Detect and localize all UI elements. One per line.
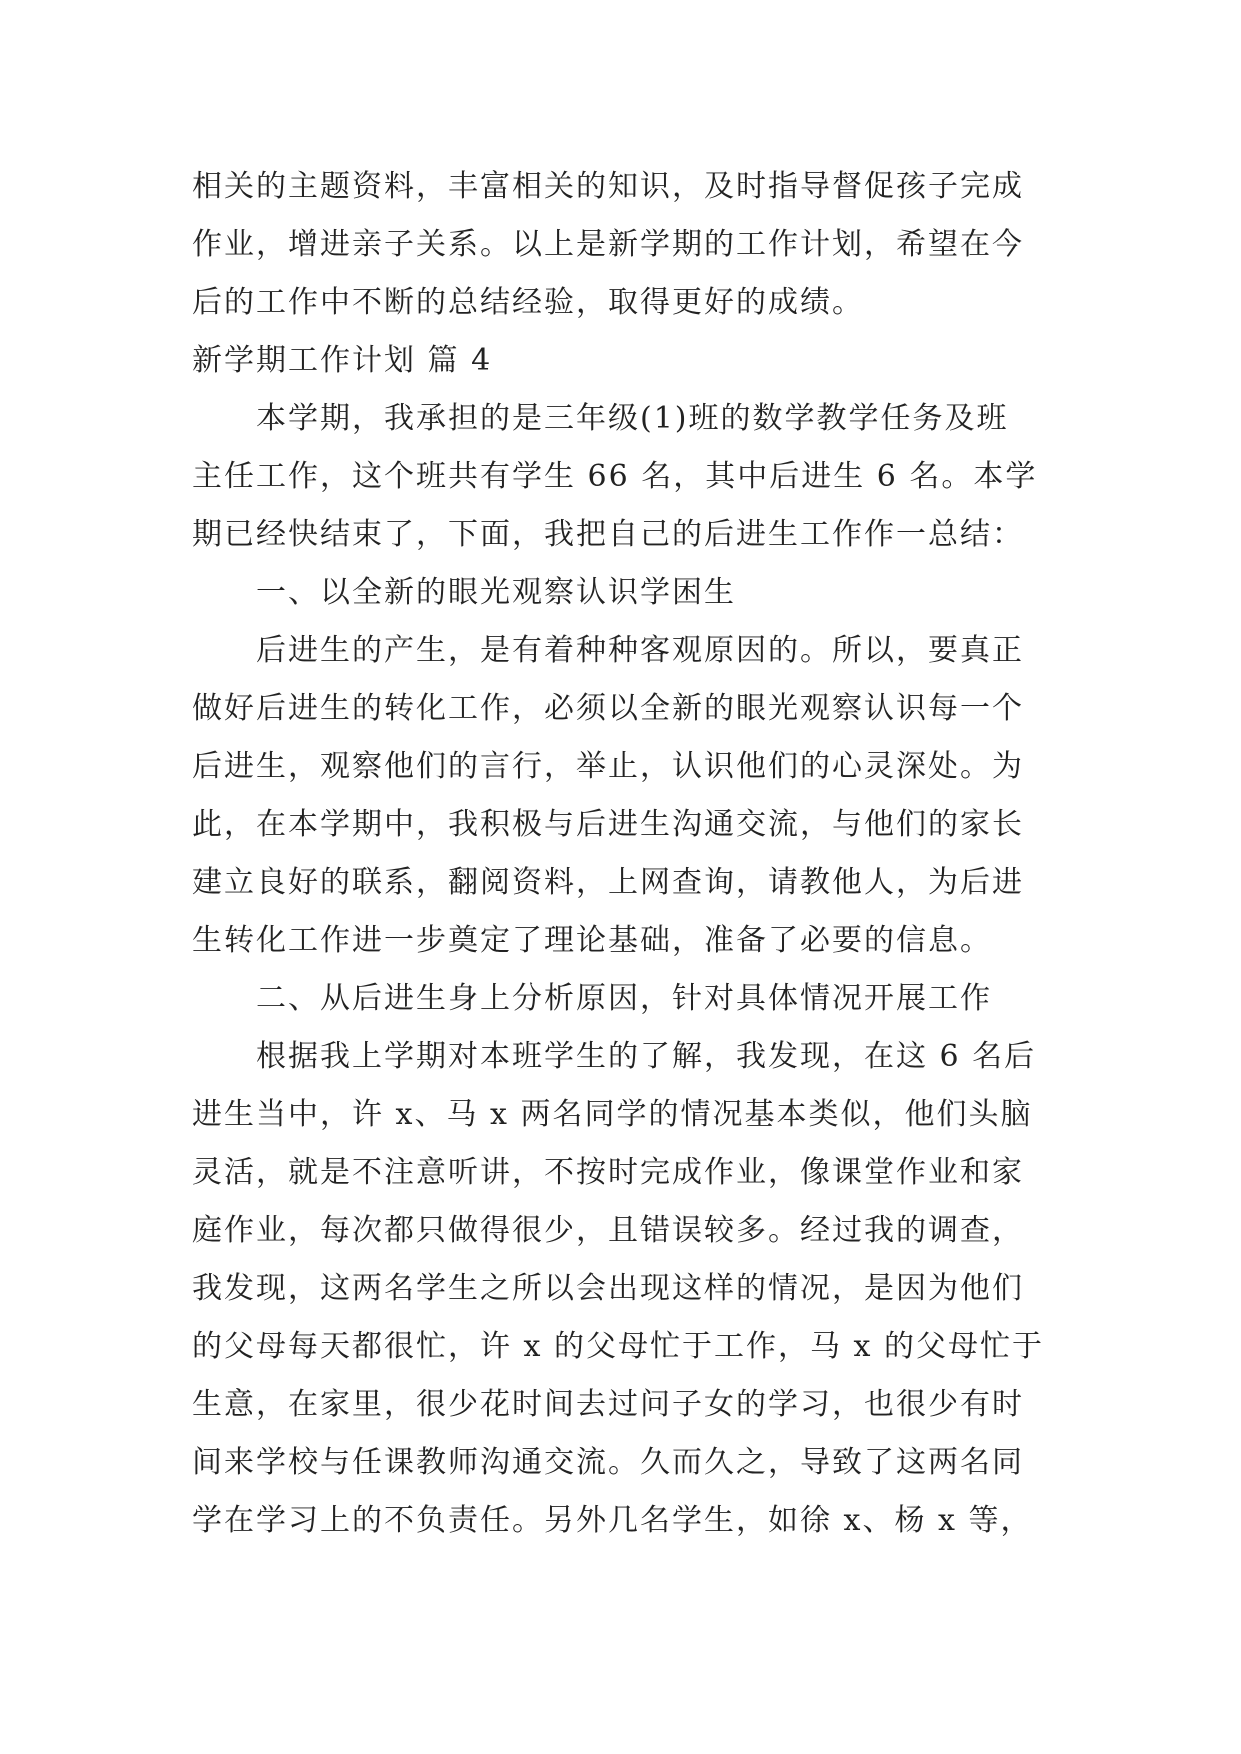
paragraph-line: 庭作业，每次都只做得很少，且错误较多。经过我的调查， — [192, 1213, 1024, 1248]
subheading: 二、从后进生身上分析原因，针对具体情况开展工作 — [256, 981, 992, 1016]
paragraph-line: 作业，增进亲子关系。以上是新学期的工作计划，希望在今 — [192, 227, 1024, 262]
paragraph-line: 主任工作，这个班共有学生 66 名，其中后进生 6 名。本学 — [192, 459, 1038, 494]
paragraph-line: 相关的主题资料，丰富相关的知识，及时指导督促孩子完成 — [192, 169, 1024, 204]
paragraph-line: 建立良好的联系，翻阅资料，上网查询，请教他人，为后进 — [192, 865, 1024, 900]
paragraph-line: 后进生，观察他们的言行，举止，认识他们的心灵深处。为 — [192, 749, 1024, 784]
paragraph-line: 根据我上学期对本班学生的了解，我发现，在这 6 名后 — [256, 1039, 1037, 1074]
paragraph-line: 进生当中，许 x、马 x 两名同学的情况基本类似，他们头脑 — [192, 1097, 1033, 1132]
paragraph-line: 学在学习上的不负责任。另外几名学生，如徐 x、杨 x 等， — [192, 1503, 1033, 1538]
paragraph-line: 期已经快结束了，下面，我把自己的后进生工作作一总结： — [192, 517, 1024, 552]
paragraph-line: 我发现，这两名学生之所以会出现这样的情况，是因为他们 — [192, 1271, 1024, 1306]
subheading: 一、以全新的眼光观察认识学困生 — [256, 575, 736, 610]
paragraph-line: 做好后进生的转化工作，必须以全新的眼光观察认识每一个 — [192, 691, 1024, 726]
paragraph-line: 本学期，我承担的是三年级(1)班的数学教学任务及班 — [256, 401, 1009, 436]
document-body — [192, 158, 1052, 1550]
paragraph-line: 生转化工作进一步奠定了理论基础，准备了必要的信息。 — [192, 923, 992, 958]
paragraph-line: 生意，在家里，很少花时间去过问子女的学习，也很少有时 — [192, 1387, 1024, 1422]
paragraph-line: 灵活，就是不注意听讲，不按时完成作业，像课堂作业和家 — [192, 1155, 1024, 1190]
section-heading: 新学期工作计划 篇 4 — [192, 343, 493, 378]
paragraph-line: 后进生的产生，是有着种种客观原因的。所以，要真正 — [256, 633, 1024, 668]
paragraph-line: 的父母每天都很忙，许 x 的父母忙于工作，马 x 的父母忙于 — [192, 1329, 1044, 1364]
paragraph-line: 后的工作中不断的总结经验，取得更好的成绩。 — [192, 285, 864, 320]
paragraph-line: 间来学校与任课教师沟通交流。久而久之，导致了这两名同 — [192, 1445, 1024, 1480]
paragraph-line: 此，在本学期中，我积极与后进生沟通交流，与他们的家长 — [192, 807, 1024, 842]
